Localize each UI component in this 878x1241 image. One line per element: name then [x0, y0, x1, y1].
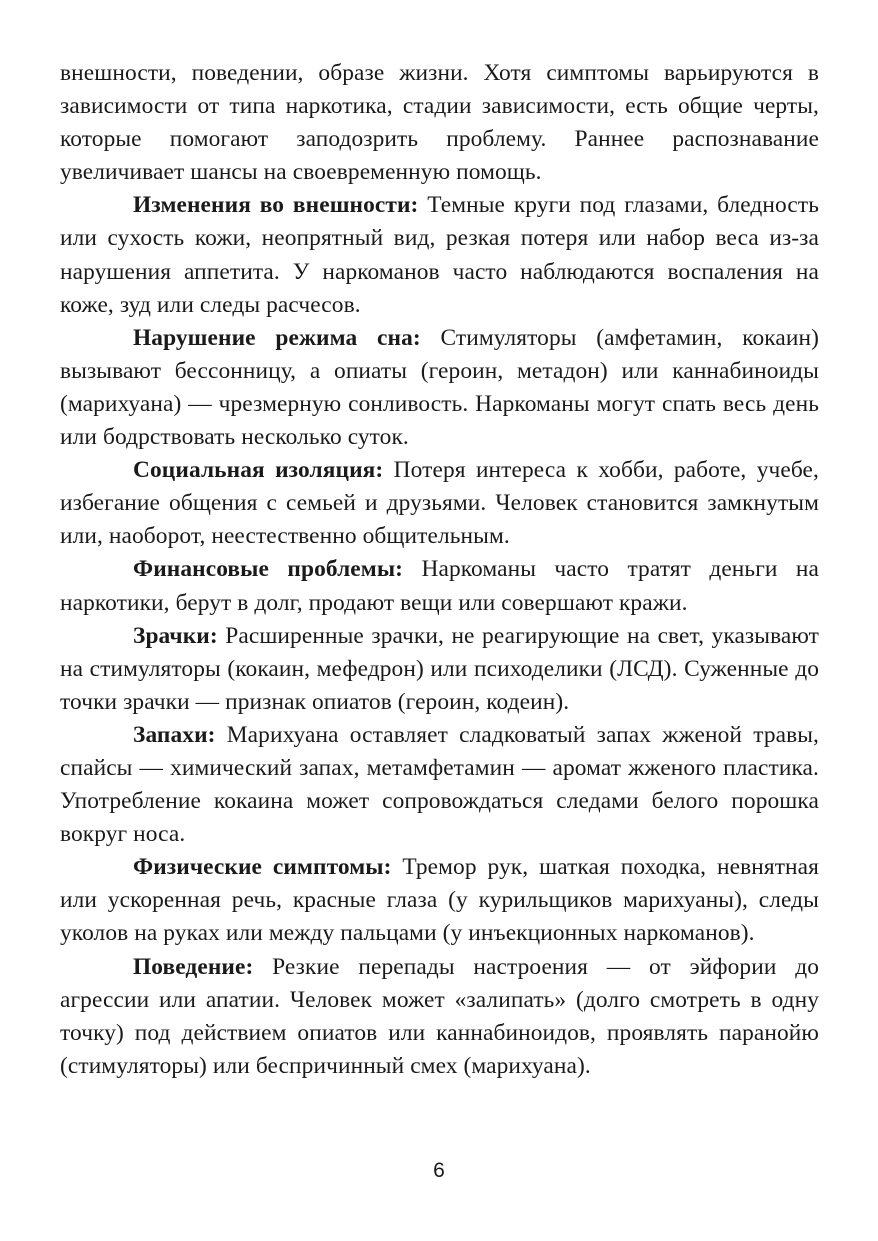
- text-finances: Наркоманы часто тратят деньги на наркотики, берут в долг, продают вещи или совершают кражи.: [60, 556, 819, 616]
- text-pupils: Расширенные зрачки, не реагирующие на свет, указывают на стимуляторы (кокаин, мефедрон) или психоделики (ЛСД). Суженные до точки зрачки — признак опиатов (героин, кодеин).: [60, 622, 819, 715]
- paragraph-physical-symptoms: [60, 851, 819, 950]
- text-social-isolation: Потеря интереса к хобби, работе, учебе, избегание общения с семьей и друзьями. Человек становится замкнутым или, наоборот, неестественно общительным.: [60, 457, 819, 550]
- term-behavior: Поведение:: [133, 953, 254, 980]
- text-sleep: Стимуляторы (амфетамин, кокаин) вызывают бессонницу, а опиаты (героин, метадон) или каннабиноиды (марихуана) — чрезмерную сонливость. Наркоманы могут спать весь день или бодрствовать несколько суток.: [60, 324, 819, 451]
- paragraph-social-isolation: [60, 454, 819, 553]
- term-smells: Запахи:: [133, 721, 216, 748]
- body-text: [60, 57, 819, 1083]
- term-sleep: Нарушение режима сна:: [133, 324, 421, 351]
- intro-paragraph: внешности, поведении, образе жизни. Хотя симптомы варьируются в зависимости от типа наркотика, стадии зависимости, есть общие черты, которые помогают заподозрить проблему. Раннее распознавание увеличивает шансы на своевременную помощь.: [60, 60, 819, 186]
- text-physical-symptoms: Тремор рук, шаткая походка, невнятная или ускоренная речь, красные глаза (у курильщиков марихуаны), следы уколов на руках или между пальцами (у инъекционных наркоманов).: [60, 854, 819, 947]
- paragraph-behavior: [60, 951, 819, 1083]
- text-appearance: Темные круги под глазами, бледность или сухость кожи, неопрятный вид, резкая потеря или набор веса из-за нарушения аппетита. У наркоманов часто наблюдаются воспаления на коже, зуд или следы расчесов.: [60, 192, 819, 318]
- term-appearance: Изменения во внешности:: [133, 192, 419, 219]
- term-social-isolation: Социальная изоляция:: [133, 457, 384, 484]
- paragraph-sleep: [60, 322, 819, 454]
- term-physical-symptoms: Физические симптомы:: [133, 854, 392, 881]
- text-behavior: Резкие перепады настроения — от эйфории до агрессии или апатии. Человек может «залипать» (долго смотреть в одну точку) под действием опиатов или каннабиноидов, проявлять паранойю (стимуляторы) или беспричинный смех (марихуана).: [60, 953, 819, 1079]
- paragraph-pupils: [60, 620, 819, 719]
- page-number: 6: [433, 1159, 445, 1182]
- paragraph-finances: [60, 553, 819, 619]
- paragraph-appearance: [60, 189, 819, 321]
- text-smells: Марихуана оставляет сладковатый запах жженой травы, спайсы — химический запах, метамфетамин — аромат жженого пластика. Употребление кокаина может сопровождаться следами белого порошка вокруг носа.: [60, 721, 819, 848]
- paragraph-smells: [60, 719, 819, 851]
- term-finances: Финансовые проблемы:: [133, 556, 404, 583]
- term-pupils: Зрачки:: [133, 622, 218, 649]
